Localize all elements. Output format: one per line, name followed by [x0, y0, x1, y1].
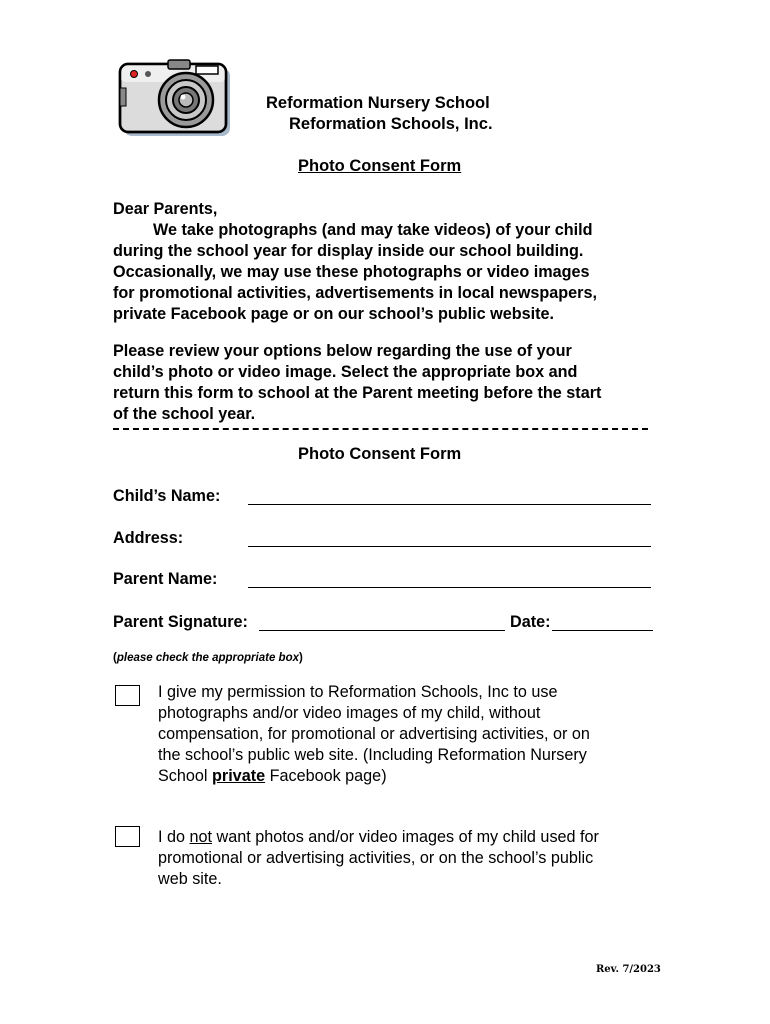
intro-line: during the school year for display inside our school building. — [113, 242, 584, 260]
date-label: Date: — [510, 613, 551, 631]
review-line: of the school year. — [113, 405, 256, 423]
option-line — [158, 827, 658, 848]
form-title: Photo Consent Form — [298, 445, 462, 463]
instruction-open: ( — [113, 652, 117, 664]
parent-signature-field[interactable] — [259, 630, 505, 631]
parent-name-field[interactable] — [248, 587, 651, 588]
emphasis-private: private — [212, 767, 266, 785]
date-field[interactable] — [552, 630, 653, 631]
consent-option-text — [158, 682, 658, 787]
salutation: Dear Parents, — [113, 200, 218, 218]
intro-paragraph — [113, 220, 663, 325]
intro-line: private Facebook page or on our school’s public website. — [113, 305, 555, 323]
intro-line: Occasionally, we may use these photographs or video images — [113, 263, 590, 281]
review-line: child’s photo or video image. Select the appropriate box and — [113, 363, 578, 381]
parent-name-label: Parent Name: — [113, 570, 218, 588]
emphasis-not: not — [189, 828, 213, 846]
option-text: Facebook page) — [265, 767, 387, 785]
review-paragraph — [113, 341, 663, 425]
option-line: web site. — [158, 870, 222, 888]
option-text: I do — [158, 828, 190, 846]
intro-line: We take photographs (and may take videos) of your child — [153, 221, 593, 239]
option-text: want photos and/or video images of my child used for — [212, 828, 599, 846]
instruction-body: please check the appropriate box — [116, 652, 299, 664]
intro-line: for promotional activities, advertisements in local newspapers, — [113, 284, 597, 302]
instruction-text — [113, 652, 303, 664]
option-line: compensation, for promotional or advertising activities, or on — [158, 725, 590, 743]
consent-checkbox[interactable] — [115, 685, 140, 706]
camera-icon — [118, 58, 234, 140]
cut-line-divider — [113, 428, 648, 432]
option-line: I give my permission to Reformation Schools, Inc to use — [158, 683, 558, 701]
child-name-field[interactable] — [248, 504, 651, 505]
decline-option-text — [158, 827, 658, 890]
organization-name: Reformation Schools, Inc. — [289, 115, 493, 133]
child-name-label: Child’s Name: — [113, 487, 221, 505]
school-name: Reformation Nursery School — [266, 94, 490, 112]
address-label: Address: — [113, 529, 184, 547]
revision-label: Rev. 7/2023 — [596, 964, 661, 975]
review-line: Please review your options below regarding the use of your — [113, 342, 572, 360]
parent-signature-label: Parent Signature: — [113, 613, 248, 631]
address-field[interactable] — [248, 546, 651, 547]
decline-checkbox[interactable] — [115, 826, 140, 847]
instruction-close: ) — [299, 652, 303, 664]
review-line: return this form to school at the Parent meeting before the start — [113, 384, 602, 402]
page-title: Photo Consent Form — [298, 157, 462, 175]
option-text: School — [158, 767, 212, 785]
option-line: photographs and/or video images of my child, without — [158, 704, 541, 722]
option-line: promotional or advertising activities, or on the school’s public — [158, 849, 594, 867]
option-line — [158, 766, 658, 787]
option-line: the school’s public web site. (Including Reformation Nursery — [158, 746, 587, 764]
